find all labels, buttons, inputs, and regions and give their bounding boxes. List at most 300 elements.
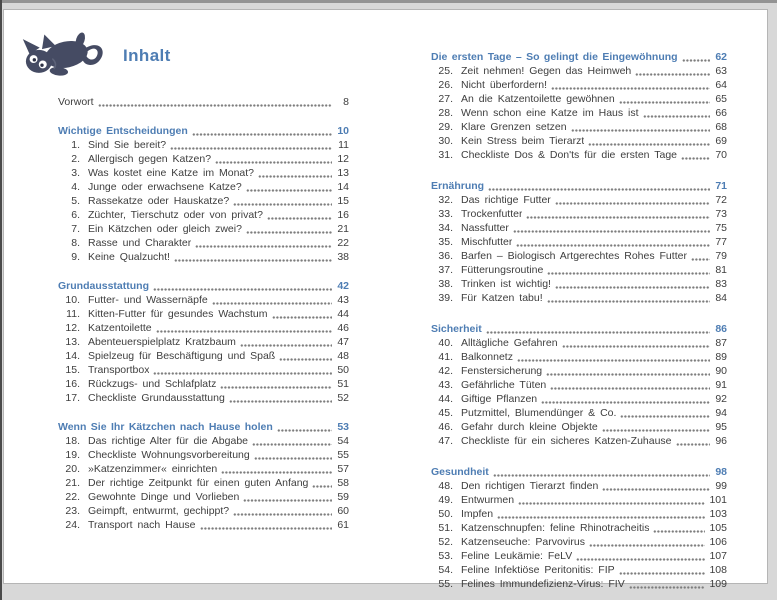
toc-page-number: 42 bbox=[337, 280, 349, 292]
toc-entry-number: 20. bbox=[65, 463, 80, 475]
dot-leader bbox=[267, 217, 332, 220]
toc-entry bbox=[58, 194, 349, 208]
toc-entry-label: Kein Stress beim Tierarzt bbox=[461, 135, 585, 147]
toc-section-heading bbox=[58, 420, 349, 434]
toc-page-number: 48 bbox=[337, 350, 349, 362]
toc-entry-label: Katzenschnupfen: feline Rhinotracheitis bbox=[461, 522, 650, 534]
dot-leader bbox=[620, 415, 710, 418]
dot-leader bbox=[602, 488, 710, 491]
toc-entry-number: 16. bbox=[65, 378, 80, 390]
toc-section bbox=[58, 124, 349, 264]
toc-entry-label: Checkliste für ein sicheres Katzen-Zuhause bbox=[461, 435, 672, 447]
toc-page-number: 75 bbox=[715, 222, 727, 234]
toc-page-number: 60 bbox=[337, 505, 349, 517]
dot-leader bbox=[153, 372, 332, 375]
toc-section bbox=[58, 420, 349, 532]
toc-page-number: 15 bbox=[337, 195, 349, 207]
toc-entry-number: 49. bbox=[438, 494, 453, 506]
dot-leader bbox=[571, 129, 710, 132]
toc-entry-number: 7. bbox=[71, 223, 80, 235]
toc-entry bbox=[431, 406, 727, 420]
toc-entry-label: Gefährliche Tüten bbox=[461, 379, 547, 391]
toc-entry bbox=[431, 493, 727, 507]
dot-leader bbox=[486, 331, 710, 334]
toc-entry bbox=[431, 64, 727, 78]
toc-page-number: 53 bbox=[337, 421, 349, 433]
toc-entry-label: Was kostet eine Katze im Monat? bbox=[88, 167, 255, 179]
toc-section bbox=[431, 50, 727, 162]
toc-page-number: 66 bbox=[715, 107, 727, 119]
toc-entry bbox=[58, 293, 349, 307]
toc-page-number: 44 bbox=[337, 308, 349, 320]
toc-page-number: 99 bbox=[715, 480, 727, 492]
dot-leader bbox=[246, 189, 332, 192]
toc-page-number: 16 bbox=[337, 209, 349, 221]
toc-entry-label: Katzentoilette bbox=[88, 322, 152, 334]
toc-entry bbox=[58, 377, 349, 391]
toc-entry-label: Futter- und Wassernäpfe bbox=[88, 294, 208, 306]
toc-entry-number: 50. bbox=[438, 508, 453, 520]
toc-entry bbox=[58, 180, 349, 194]
toc-section-heading bbox=[58, 279, 349, 293]
toc-entry bbox=[58, 138, 349, 152]
toc-entry bbox=[431, 263, 727, 277]
dot-leader bbox=[215, 161, 332, 164]
toc-page-number: 86 bbox=[715, 323, 727, 335]
toc-entry-number: 12. bbox=[65, 322, 80, 334]
toc-page-number: 91 bbox=[715, 379, 727, 391]
toc-entry-label: Allergisch gegen Katzen? bbox=[88, 153, 212, 165]
toc-entry-label: Feline Leukämie: FeLV bbox=[461, 550, 573, 562]
toc-section-title: Wichtige Entscheidungen bbox=[58, 125, 188, 137]
dot-leader bbox=[653, 530, 705, 533]
toc-section-heading bbox=[431, 50, 727, 64]
toc-entry-label: Fütterungsroutine bbox=[461, 264, 544, 276]
toc-entry-number: 33. bbox=[438, 208, 453, 220]
toc-entry-number: 28. bbox=[438, 107, 453, 119]
toc-page-number: 8 bbox=[343, 96, 349, 108]
toc-entry-label: Checkliste Dos & Don'ts für die ersten Tage bbox=[461, 149, 677, 161]
toc-entry-label: Transportbox bbox=[88, 364, 150, 376]
toc-entry bbox=[58, 335, 349, 349]
toc-entry-label: Mischfutter bbox=[461, 236, 513, 248]
dot-leader bbox=[246, 231, 332, 234]
toc-entry bbox=[58, 208, 349, 222]
toc-entry-number: 37. bbox=[438, 264, 453, 276]
toc-page-number: 12 bbox=[337, 153, 349, 165]
toc-entry bbox=[431, 235, 727, 249]
toc-entry bbox=[431, 420, 727, 434]
toc-page-number: 65 bbox=[715, 93, 727, 105]
dot-leader bbox=[192, 133, 332, 136]
toc-entry-label: Nassfutter bbox=[461, 222, 509, 234]
dot-leader bbox=[546, 373, 710, 376]
toc-column-left bbox=[58, 95, 349, 532]
toc-page-number: 94 bbox=[715, 407, 727, 419]
toc-entry bbox=[431, 134, 727, 148]
dot-leader bbox=[562, 345, 710, 348]
toc-page-number: 98 bbox=[715, 466, 727, 478]
toc-entry-label: Checkliste Grundausstattung bbox=[88, 392, 225, 404]
toc-entry-label: Checkliste Wohnungsvorbereitung bbox=[88, 449, 250, 461]
dot-leader bbox=[170, 147, 332, 150]
toc-entry-number: 27. bbox=[438, 93, 453, 105]
toc-entry-number: 21. bbox=[65, 477, 80, 489]
toc-page-number: 73 bbox=[715, 208, 727, 220]
toc-entry-label: Giftige Pflanzen bbox=[461, 393, 538, 405]
dot-leader bbox=[691, 258, 710, 261]
toc-entry-label: Den richtigen Tierarzt finden bbox=[461, 480, 599, 492]
dot-leader bbox=[589, 544, 705, 547]
toc-page-number: 70 bbox=[715, 149, 727, 161]
scan-edge-left bbox=[0, 0, 2, 600]
toc-entry-label: Gewohnte Dinge und Vorlieben bbox=[88, 491, 240, 503]
toc-entry-number: 53. bbox=[438, 550, 453, 562]
dot-leader bbox=[518, 502, 705, 505]
dot-leader bbox=[547, 300, 710, 303]
toc-entry-label: »Katzenzimmer« einrichten bbox=[88, 463, 218, 475]
toc-entry-number: 10. bbox=[65, 294, 80, 306]
dot-leader bbox=[551, 87, 710, 90]
book-spread bbox=[3, 9, 768, 590]
dot-leader bbox=[488, 188, 710, 191]
toc-entry bbox=[431, 277, 727, 291]
toc-entry bbox=[431, 148, 727, 162]
toc-page-number: 38 bbox=[337, 251, 349, 263]
toc-entry-number: 48. bbox=[438, 480, 453, 492]
dot-leader bbox=[676, 443, 710, 446]
toc-page-number: 105 bbox=[709, 522, 727, 534]
toc-entry bbox=[58, 504, 349, 518]
toc-entry-number: 6. bbox=[71, 209, 80, 221]
toc-entry-label: Keine Qualzucht! bbox=[88, 251, 170, 263]
dot-leader bbox=[588, 143, 710, 146]
toc-page-number: 79 bbox=[715, 250, 727, 262]
dot-leader bbox=[153, 288, 332, 291]
toc-entry bbox=[431, 92, 727, 106]
toc-entry-label: Sind Sie bereit? bbox=[88, 139, 167, 151]
toc-entry-number: 38. bbox=[438, 278, 453, 290]
toc-entry bbox=[58, 490, 349, 504]
toc-entry-label: Rasse und Charakter bbox=[88, 237, 192, 249]
toc-entry-label: Geimpft, entwurmt, gechippt? bbox=[88, 505, 230, 517]
toc-page-number: 13 bbox=[337, 167, 349, 179]
toc-entry-label: Gefahr durch kleine Objekte bbox=[461, 421, 598, 433]
toc-entry bbox=[58, 321, 349, 335]
toc-page-number: 54 bbox=[337, 435, 349, 447]
dot-leader bbox=[200, 527, 333, 530]
toc-entry-label: Fenstersicherung bbox=[461, 365, 543, 377]
toc-entry-label: Spielzeug für Beschäftigung und Spaß bbox=[88, 350, 276, 362]
toc-entry-label: Züchter, Tierschutz oder von privat? bbox=[88, 209, 263, 221]
toc-entry bbox=[58, 391, 349, 405]
toc-entry bbox=[58, 236, 349, 250]
toc-entry bbox=[431, 78, 727, 92]
toc-entry-number: 3. bbox=[71, 167, 80, 179]
toc-entry-label: Alltägliche Gefahren bbox=[461, 337, 558, 349]
dot-leader bbox=[258, 175, 332, 178]
dot-leader bbox=[212, 302, 332, 305]
toc-entry bbox=[431, 193, 727, 207]
dot-leader bbox=[517, 359, 710, 362]
toc-entry-label: Feline Infektiöse Peritonitis: FIP bbox=[461, 564, 615, 576]
page-title: Inhalt bbox=[123, 46, 171, 65]
toc-entry bbox=[58, 250, 349, 264]
toc-column-right bbox=[431, 50, 727, 591]
toc-section-title: Grundausstattung bbox=[58, 280, 149, 292]
scan-edge-top bbox=[0, 0, 777, 3]
dot-leader bbox=[643, 115, 710, 118]
toc-section-heading bbox=[431, 322, 727, 336]
toc-entry-label: Katzenseuche: Parvovirus bbox=[461, 536, 585, 548]
toc-entry-number: 30. bbox=[438, 135, 453, 147]
toc-page-number: 69 bbox=[715, 135, 727, 147]
dot-leader bbox=[252, 443, 332, 446]
toc-page-number: 87 bbox=[715, 337, 727, 349]
toc-page-number: 43 bbox=[337, 294, 349, 306]
toc-entry-number: 13. bbox=[65, 336, 80, 348]
toc-entry bbox=[431, 535, 727, 549]
toc-entry bbox=[58, 462, 349, 476]
toc-entry-number: 4. bbox=[71, 181, 80, 193]
toc-page-number: 52 bbox=[337, 392, 349, 404]
toc-page-number: 101 bbox=[709, 494, 727, 506]
toc-entry-number: 26. bbox=[438, 79, 453, 91]
toc-page-number: 108 bbox=[709, 564, 727, 576]
toc-page-number: 81 bbox=[715, 264, 727, 276]
dot-leader bbox=[619, 101, 710, 104]
dot-leader bbox=[312, 485, 332, 488]
toc-entry bbox=[431, 563, 727, 577]
toc-entry bbox=[431, 392, 727, 406]
toc-entry bbox=[431, 350, 727, 364]
toc-section bbox=[431, 179, 727, 305]
toc-page-number: 51 bbox=[337, 378, 349, 390]
toc-entry bbox=[431, 364, 727, 378]
toc-entry-number: 42. bbox=[438, 365, 453, 377]
toc-entry bbox=[431, 378, 727, 392]
toc-entry-number: 22. bbox=[65, 491, 80, 503]
toc-entry-number: 24. bbox=[65, 519, 80, 531]
toc-section-heading bbox=[58, 124, 349, 138]
dot-leader bbox=[602, 429, 710, 432]
toc-entry bbox=[431, 106, 727, 120]
dot-leader bbox=[243, 499, 332, 502]
toc-entry bbox=[431, 521, 727, 535]
dot-leader bbox=[220, 386, 332, 389]
toc-entry bbox=[431, 207, 727, 221]
toc-entry bbox=[431, 434, 727, 448]
toc-entry-number: 23. bbox=[65, 505, 80, 517]
toc-entry bbox=[58, 363, 349, 377]
toc-page-number: 83 bbox=[715, 278, 727, 290]
toc-entry bbox=[431, 291, 727, 305]
toc-entry-number: 47. bbox=[438, 435, 453, 447]
toc-entry-number: 14. bbox=[65, 350, 80, 362]
toc-page-number: 46 bbox=[337, 322, 349, 334]
toc-entry-number: 18. bbox=[65, 435, 80, 447]
toc-entry-label: Barfen – Biologisch Artgerechtes Rohes Futter bbox=[461, 250, 687, 262]
dot-leader bbox=[555, 202, 710, 205]
dot-leader bbox=[526, 216, 710, 219]
dot-leader bbox=[156, 330, 332, 333]
toc-page-number: 92 bbox=[715, 393, 727, 405]
toc-entry bbox=[58, 349, 349, 363]
toc-page-number: 10 bbox=[337, 125, 349, 137]
toc-entry-number: 43. bbox=[438, 379, 453, 391]
toc-entry-label: Trinken ist wichtig! bbox=[461, 278, 551, 290]
dot-leader bbox=[576, 558, 705, 561]
toc-entry-label: Transport nach Hause bbox=[88, 519, 196, 531]
toc-page-number: 55 bbox=[337, 449, 349, 461]
dot-leader bbox=[682, 59, 710, 62]
toc-section-title: Die ersten Tage – So gelingt die Eingewöhnung bbox=[431, 51, 678, 63]
dot-leader bbox=[221, 471, 332, 474]
toc-entry-number: 31. bbox=[438, 149, 453, 161]
toc-entry-label: Entwurmen bbox=[461, 494, 515, 506]
toc-entry bbox=[431, 577, 727, 591]
toc-entry-label: Balkonnetz bbox=[461, 351, 513, 363]
dot-leader bbox=[513, 230, 710, 233]
toc-page-number: 71 bbox=[715, 180, 727, 192]
toc-page-number: 14 bbox=[337, 181, 349, 193]
toc-page-number: 61 bbox=[337, 519, 349, 531]
dot-leader bbox=[681, 157, 710, 160]
dot-leader bbox=[550, 387, 710, 390]
toc-entry bbox=[58, 448, 349, 462]
dot-leader bbox=[541, 401, 710, 404]
toc-entry-label: Das richtige Alter für die Abgabe bbox=[88, 435, 249, 447]
cat-logo-icon bbox=[19, 24, 111, 88]
toc-section bbox=[58, 279, 349, 405]
toc-entry bbox=[58, 166, 349, 180]
toc-entry-number: 2. bbox=[71, 153, 80, 165]
toc-entry-number: 17. bbox=[65, 392, 80, 404]
toc-entry-label: Klare Grenzen setzen bbox=[461, 121, 567, 133]
toc-page-number: 11 bbox=[338, 139, 349, 151]
toc-entry-number: 55. bbox=[438, 578, 453, 590]
toc-entry-label: Impfen bbox=[461, 508, 494, 520]
toc-section-heading bbox=[431, 179, 727, 193]
toc-entry bbox=[431, 221, 727, 235]
toc-page-number: 57 bbox=[337, 463, 349, 475]
dot-leader bbox=[497, 516, 705, 519]
dot-leader bbox=[254, 457, 332, 460]
toc-page-number: 77 bbox=[715, 236, 727, 248]
toc-section-title: Ernährung bbox=[431, 180, 485, 192]
dot-leader bbox=[277, 429, 332, 432]
toc-entry bbox=[58, 434, 349, 448]
dot-leader bbox=[547, 272, 710, 275]
dot-leader bbox=[233, 203, 332, 206]
toc-entry-label: Rückzugs- und Schlafplatz bbox=[88, 378, 217, 390]
toc-entry-number: 15. bbox=[65, 364, 80, 376]
toc-page-number: 68 bbox=[715, 121, 727, 133]
dot-leader bbox=[555, 286, 710, 289]
dot-leader bbox=[493, 474, 710, 477]
toc-entry-label: Trockenfutter bbox=[461, 208, 523, 220]
toc-entry bbox=[58, 222, 349, 236]
toc-entry-number: 45. bbox=[438, 407, 453, 419]
toc-entry bbox=[58, 476, 349, 490]
toc-entry-number: 5. bbox=[71, 195, 80, 207]
toc-entry-number: 19. bbox=[65, 449, 80, 461]
toc-page-number: 84 bbox=[715, 292, 727, 304]
toc-entry-number: 25. bbox=[438, 65, 453, 77]
toc-entry bbox=[58, 95, 349, 109]
toc-entry bbox=[58, 518, 349, 532]
toc-page-number: 90 bbox=[715, 365, 727, 377]
toc-page-number: 95 bbox=[715, 421, 727, 433]
toc-entry-number: 8. bbox=[71, 237, 80, 249]
toc-entry-number: 41. bbox=[438, 351, 453, 363]
toc-entry bbox=[58, 307, 349, 321]
dot-leader bbox=[98, 104, 332, 107]
toc-section-title: Wenn Sie Ihr Kätzchen nach Hause holen bbox=[58, 421, 273, 433]
dot-leader bbox=[240, 344, 332, 347]
dot-leader bbox=[195, 245, 332, 248]
toc-entry-label: Junge oder erwachsene Katze? bbox=[88, 181, 242, 193]
toc-entry bbox=[431, 336, 727, 350]
toc-section bbox=[431, 322, 727, 448]
toc-entry-label: Ein Kätzchen oder gleich zwei? bbox=[88, 223, 242, 235]
toc-page-number: 22 bbox=[337, 237, 349, 249]
toc-entry bbox=[431, 507, 727, 521]
toc-entry bbox=[431, 120, 727, 134]
toc-entry-number: 29. bbox=[438, 121, 453, 133]
toc-entry bbox=[431, 249, 727, 263]
toc-entry-label: Vorwort bbox=[58, 96, 94, 108]
toc-entry-number: 44. bbox=[438, 393, 453, 405]
toc-section bbox=[431, 465, 727, 591]
toc-page-number: 47 bbox=[337, 336, 349, 348]
toc-entry-label: Das richtige Futter bbox=[461, 194, 551, 206]
toc-page-number: 103 bbox=[709, 508, 727, 520]
toc-page-number: 62 bbox=[715, 51, 727, 63]
toc-entry-number: 35. bbox=[438, 236, 453, 248]
toc-page-number: 63 bbox=[715, 65, 727, 77]
toc-entry-label: Zeit nehmen! Gegen das Heimweh bbox=[461, 65, 632, 77]
toc-page-number: 21 bbox=[337, 223, 349, 235]
toc-page-number: 64 bbox=[715, 79, 727, 91]
toc-entry-number: 32. bbox=[438, 194, 453, 206]
dot-leader bbox=[516, 244, 710, 247]
toc-entry-number: 11. bbox=[66, 308, 80, 320]
toc-page-number: 89 bbox=[715, 351, 727, 363]
dot-leader bbox=[229, 400, 332, 403]
toc-entry-number: 9. bbox=[71, 251, 80, 263]
toc-entry-label: Der richtige Zeitpunkt für einen guten Anfang bbox=[88, 477, 309, 489]
toc-entry-label: Wenn schon eine Katze im Haus ist bbox=[461, 107, 639, 119]
toc-page-number: 59 bbox=[337, 491, 349, 503]
dot-leader bbox=[233, 513, 332, 516]
toc-page-number: 106 bbox=[709, 536, 727, 548]
toc-entry-number: 52. bbox=[438, 536, 453, 548]
toc-entry-label: An die Katzentoilette gewöhnen bbox=[461, 93, 615, 105]
dot-leader bbox=[279, 358, 332, 361]
toc-entry-label: Für Katzen tabu! bbox=[461, 292, 543, 304]
toc-section-title: Sicherheit bbox=[431, 323, 482, 335]
dot-leader bbox=[629, 586, 706, 589]
toc-page-number: 72 bbox=[715, 194, 727, 206]
toc-entry-label: Nicht überfordern! bbox=[461, 79, 548, 91]
dot-leader bbox=[635, 73, 710, 76]
toc-entry-number: 36. bbox=[438, 250, 453, 262]
toc-page-number: 96 bbox=[715, 435, 727, 447]
toc-page-number: 50 bbox=[337, 364, 349, 376]
toc-entry-number: 51. bbox=[438, 522, 453, 534]
toc-entry bbox=[58, 152, 349, 166]
